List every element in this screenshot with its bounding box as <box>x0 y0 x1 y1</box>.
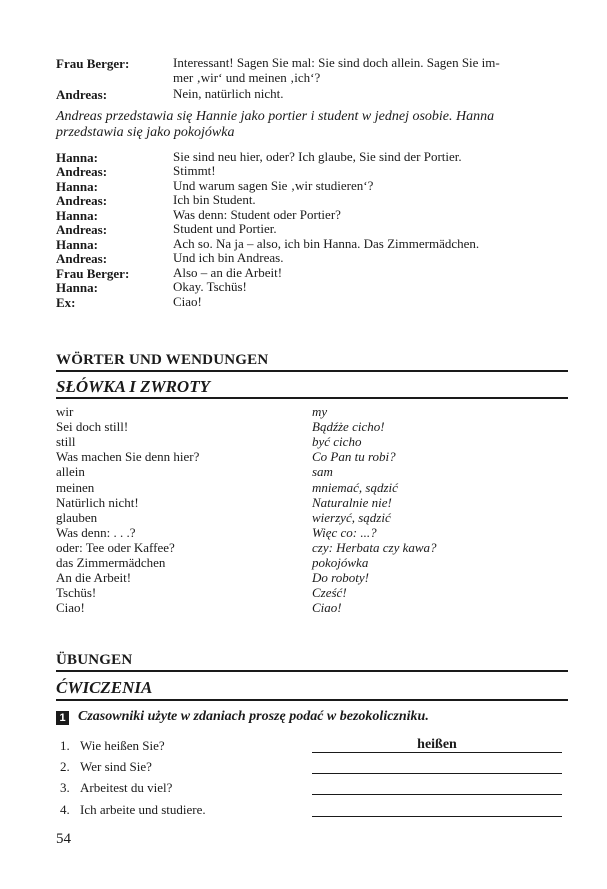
vocab-term-pl: Bądźże cicho! <box>312 419 385 435</box>
answer-blank[interactable] <box>312 773 562 774</box>
vocab-term-pl: czy: Herbata czy kawa? <box>312 539 437 555</box>
vocab-term-pl: Do roboty! <box>312 570 369 586</box>
section-heading-de: WÖRTER UND WENDUNGEN <box>56 352 269 368</box>
section-heading-pl: ĆWICZENIA <box>56 678 153 697</box>
exercise-sentence: Arbeitest du viel? <box>80 780 173 796</box>
vocab-term-de: Was machen Sie denn hier? <box>56 449 200 465</box>
narration-line: przedstawia się jako pokojówka <box>56 125 235 140</box>
vocab-term-pl: Cześć! <box>312 585 347 601</box>
exercise-number: 2. <box>60 759 70 775</box>
speaker-label: Hanna: <box>56 178 98 194</box>
speaker-label: Andreas: <box>56 193 108 209</box>
vocab-term-de: An die Arbeit! <box>56 570 132 586</box>
vocab-term-de: glauben <box>56 509 98 525</box>
exercise-number: 4. <box>60 801 70 817</box>
vocab-term-pl: Ciao! <box>312 600 342 616</box>
vocab-term-pl: my <box>312 404 328 419</box>
dialogue-line: mer ‚wir‘ und meinen ‚ich‘? <box>173 70 321 85</box>
vocab-term-pl: mniemać, sądzić <box>312 479 398 495</box>
section-rule <box>56 397 568 399</box>
vocab-term-pl: być cicho <box>312 434 362 450</box>
dialogue-line: Und warum sagen Sie ‚wir studieren‘? <box>173 177 374 193</box>
dialogue-line: Okay. Tschüs! <box>173 279 247 295</box>
dialogue-line: Was denn: Student oder Portier? <box>173 206 341 222</box>
vocab-term-pl: wierzyć, sądzić <box>312 509 391 525</box>
vocab-term-de: Tschüs! <box>56 585 97 601</box>
exercise-number: 3. <box>60 780 70 796</box>
speaker-label: Hanna: <box>56 280 98 296</box>
exercise-sentence: Wie heißen Sie? <box>80 738 165 753</box>
vocab-term-de: allein <box>56 464 85 480</box>
vocab-term-de: Ciao! <box>56 600 85 616</box>
exercise-sentence: Ich arbeite und studiere. <box>80 801 206 817</box>
speaker-label: Hanna: <box>56 236 98 252</box>
speaker-label: Frau Berger: <box>56 56 130 71</box>
dialogue-line: Ach so. Na ja – also, ich bin Hanna. Das Zimmermädchen. <box>173 235 480 251</box>
vocab-term-de: still <box>56 434 76 450</box>
vocab-term-de: meinen <box>56 479 95 495</box>
vocab-term-pl: sam <box>312 464 333 480</box>
dialogue-line: Ciao! <box>173 293 202 309</box>
narration-line: Andreas przedstawia się Hannie jako portier i student w jednej osobie. Hanna <box>56 109 495 124</box>
dialogue-line: Stimmt! <box>173 163 216 179</box>
vocab-term-de: Natürlich nicht! <box>56 494 139 510</box>
task-number-badge: 1 <box>56 711 69 725</box>
section-rule <box>56 699 568 701</box>
vocab-term-pl: Co Pan tu robi? <box>312 449 396 465</box>
speaker-label: Andreas: <box>56 164 108 180</box>
section-rule <box>56 370 568 372</box>
dialogue-line: Ich bin Student. <box>173 192 256 208</box>
speaker-label: Andreas: <box>56 251 108 267</box>
exercise-number: 1. <box>60 738 70 753</box>
speaker-label: Hanna: <box>56 207 98 223</box>
vocab-term-de: Sei doch still! <box>56 419 129 435</box>
section-heading-de: ÜBUNGEN <box>56 652 133 668</box>
dialogue-line: Student und Portier. <box>173 221 277 237</box>
vocab-term-de: das Zimmermädchen <box>56 555 166 570</box>
vocab-term-de: Was denn: . . .? <box>56 524 136 540</box>
section-heading-pl: SŁÓWKA I ZWROTY <box>56 377 210 396</box>
answer-blank[interactable] <box>312 816 562 817</box>
speaker-label: Andreas: <box>56 87 108 102</box>
dialogue-line: Sie sind neu hier, oder? Ich glaube, Sie sind der Portier. <box>173 149 462 164</box>
vocab-term-pl: Naturalnie nie! <box>312 494 392 510</box>
speaker-label: Frau Berger: <box>56 265 130 281</box>
answer-text: heißen <box>417 737 457 752</box>
dialogue-line: Also – an die Arbeit! <box>173 264 283 280</box>
speaker-label: Ex: <box>56 294 76 310</box>
dialogue-line: Nein, natürlich nicht. <box>173 86 284 101</box>
vocab-term-de: oder: Tee oder Kaffee? <box>56 539 175 555</box>
exercise-sentence: Wer sind Sie? <box>80 759 152 775</box>
answer-blank[interactable] <box>312 794 562 795</box>
page-number: 54 <box>56 831 71 847</box>
speaker-label: Hanna: <box>56 150 98 165</box>
dialogue-line: Interessant! Sagen Sie mal: Sie sind doch allein. Sagen Sie im- <box>173 55 500 70</box>
task-instruction: Czasowniki użyte w zdaniach proszę podać w bezokoliczniku. <box>78 709 429 724</box>
vocab-term-de: wir <box>56 404 74 419</box>
section-rule <box>56 670 568 672</box>
dialogue-line: Und ich bin Andreas. <box>173 250 284 266</box>
vocab-term-pl: Więc co: ...? <box>312 524 377 540</box>
speaker-label: Andreas: <box>56 222 108 238</box>
vocab-term-pl: pokojówka <box>312 555 369 570</box>
